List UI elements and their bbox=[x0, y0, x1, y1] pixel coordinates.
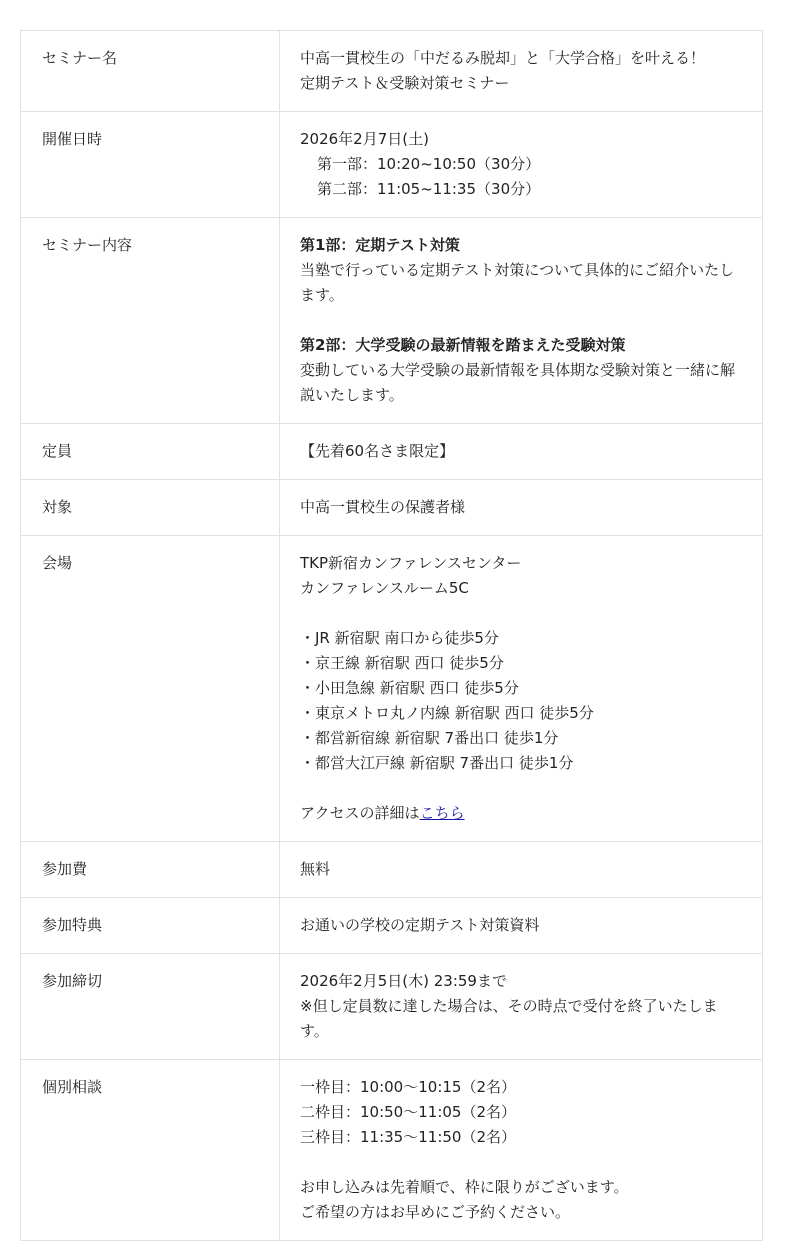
benefit-label: 参加特典 bbox=[42, 916, 103, 934]
venue-name-1: TKP新宿カンファレンスセンター bbox=[300, 554, 522, 572]
seminar-name-line-2: 定期テスト＆受験対策セミナー bbox=[300, 74, 510, 92]
content-text-1: 当塾で行っている定期テスト対策について具体的にご紹介いたします。 bbox=[300, 261, 735, 304]
seminar-info-table bbox=[20, 30, 763, 1241]
seminar-info-table-wrapper bbox=[20, 30, 762, 1241]
deadline-date: 2026年2月5日(木) 23:59まで bbox=[300, 972, 507, 990]
consultation-slot-2: 二枠目：10:50〜11:05（2名） bbox=[300, 1103, 516, 1121]
fee-label: 参加費 bbox=[42, 860, 88, 878]
row-fee bbox=[21, 842, 763, 898]
venue-spacer-2 bbox=[300, 776, 742, 801]
row-date bbox=[21, 112, 763, 218]
consultation-note-1: お申し込みは先着順で、枠に限りがございます。 bbox=[300, 1178, 629, 1196]
row-venue bbox=[21, 536, 763, 842]
content-text-2: 変動している大学受験の最新情報を具体期な受験対策と一緒に解説いたします。 bbox=[300, 361, 736, 404]
consultation-slot-1: 一枠目：10:00〜10:15（2名） bbox=[300, 1078, 516, 1096]
venue-access-oedo: ・都営大江戸線 新宿駅 7番出口 徒歩1分 bbox=[300, 754, 574, 772]
venue-access-keio: ・京王線 新宿駅 西口 徒歩5分 bbox=[300, 654, 504, 672]
content-heading-2: 第2部：大学受験の最新情報を踏まえた受験対策 bbox=[300, 336, 626, 354]
row-content bbox=[21, 218, 763, 424]
venue-access-odakyu: ・小田急線 新宿駅 西口 徒歩5分 bbox=[300, 679, 519, 697]
row-deadline bbox=[21, 954, 763, 1060]
content-heading-1: 第1部：定期テスト対策 bbox=[300, 236, 460, 254]
venue-access-shinjuku-line: ・都営新宿線 新宿駅 7番出口 徒歩1分 bbox=[300, 729, 559, 747]
target-label: 対象 bbox=[42, 498, 73, 516]
date-part-2: 第二部：11:05~11:35（30分） bbox=[317, 180, 541, 198]
consultation-spacer bbox=[300, 1150, 742, 1175]
venue-spacer-1 bbox=[300, 601, 742, 626]
venue-label: 会場 bbox=[42, 554, 73, 572]
capacity-value: 【先着60名さま限定】 bbox=[300, 442, 455, 460]
fee-value: 無料 bbox=[300, 860, 331, 878]
consultation-note-2: ご希望の方はお早めにご予約ください。 bbox=[300, 1203, 571, 1221]
access-detail-prefix: アクセスの詳細は bbox=[300, 804, 420, 822]
row-benefit bbox=[21, 898, 763, 954]
target-value: 中高一貫校生の保護者様 bbox=[300, 498, 466, 516]
consultation-slot-3: 三枠目：11:35〜11:50（2名） bbox=[300, 1128, 516, 1146]
date-part-1: 第一部：10:20~10:50（30分） bbox=[317, 155, 541, 173]
content-label: セミナー内容 bbox=[42, 236, 133, 254]
seminar-name-label: セミナー名 bbox=[42, 49, 118, 67]
access-detail-link[interactable]: こちら bbox=[419, 804, 465, 822]
seminar-name-line-1: 中高一貫校生の「中だるみ脱却」と「大学合格」を叶える！ bbox=[300, 49, 706, 67]
row-target bbox=[21, 480, 763, 536]
benefit-value: お通いの学校の定期テスト対策資料 bbox=[300, 916, 540, 934]
venue-access-jr: ・JR 新宿駅 南口から徒歩5分 bbox=[300, 629, 499, 647]
deadline-note: ※但し定員数に達した場合は、その時点で受付を終了いたします。 bbox=[300, 997, 718, 1040]
row-capacity bbox=[21, 424, 763, 480]
venue-access-detail bbox=[300, 801, 742, 826]
venue-name-2: カンファレンスルーム5C bbox=[300, 579, 469, 597]
date-day: 2026年2月7日(土) bbox=[300, 130, 429, 148]
deadline-label: 参加締切 bbox=[42, 972, 103, 990]
consultation-label: 個別相談 bbox=[42, 1078, 103, 1096]
row-consultation bbox=[21, 1060, 763, 1241]
row-seminar-name bbox=[21, 31, 763, 112]
content-spacer bbox=[300, 308, 742, 333]
capacity-label: 定員 bbox=[42, 442, 73, 460]
date-label: 開催日時 bbox=[42, 130, 103, 148]
venue-access-marunouchi: ・東京メトロ丸ノ内線 新宿駅 西口 徒歩5分 bbox=[300, 704, 594, 722]
